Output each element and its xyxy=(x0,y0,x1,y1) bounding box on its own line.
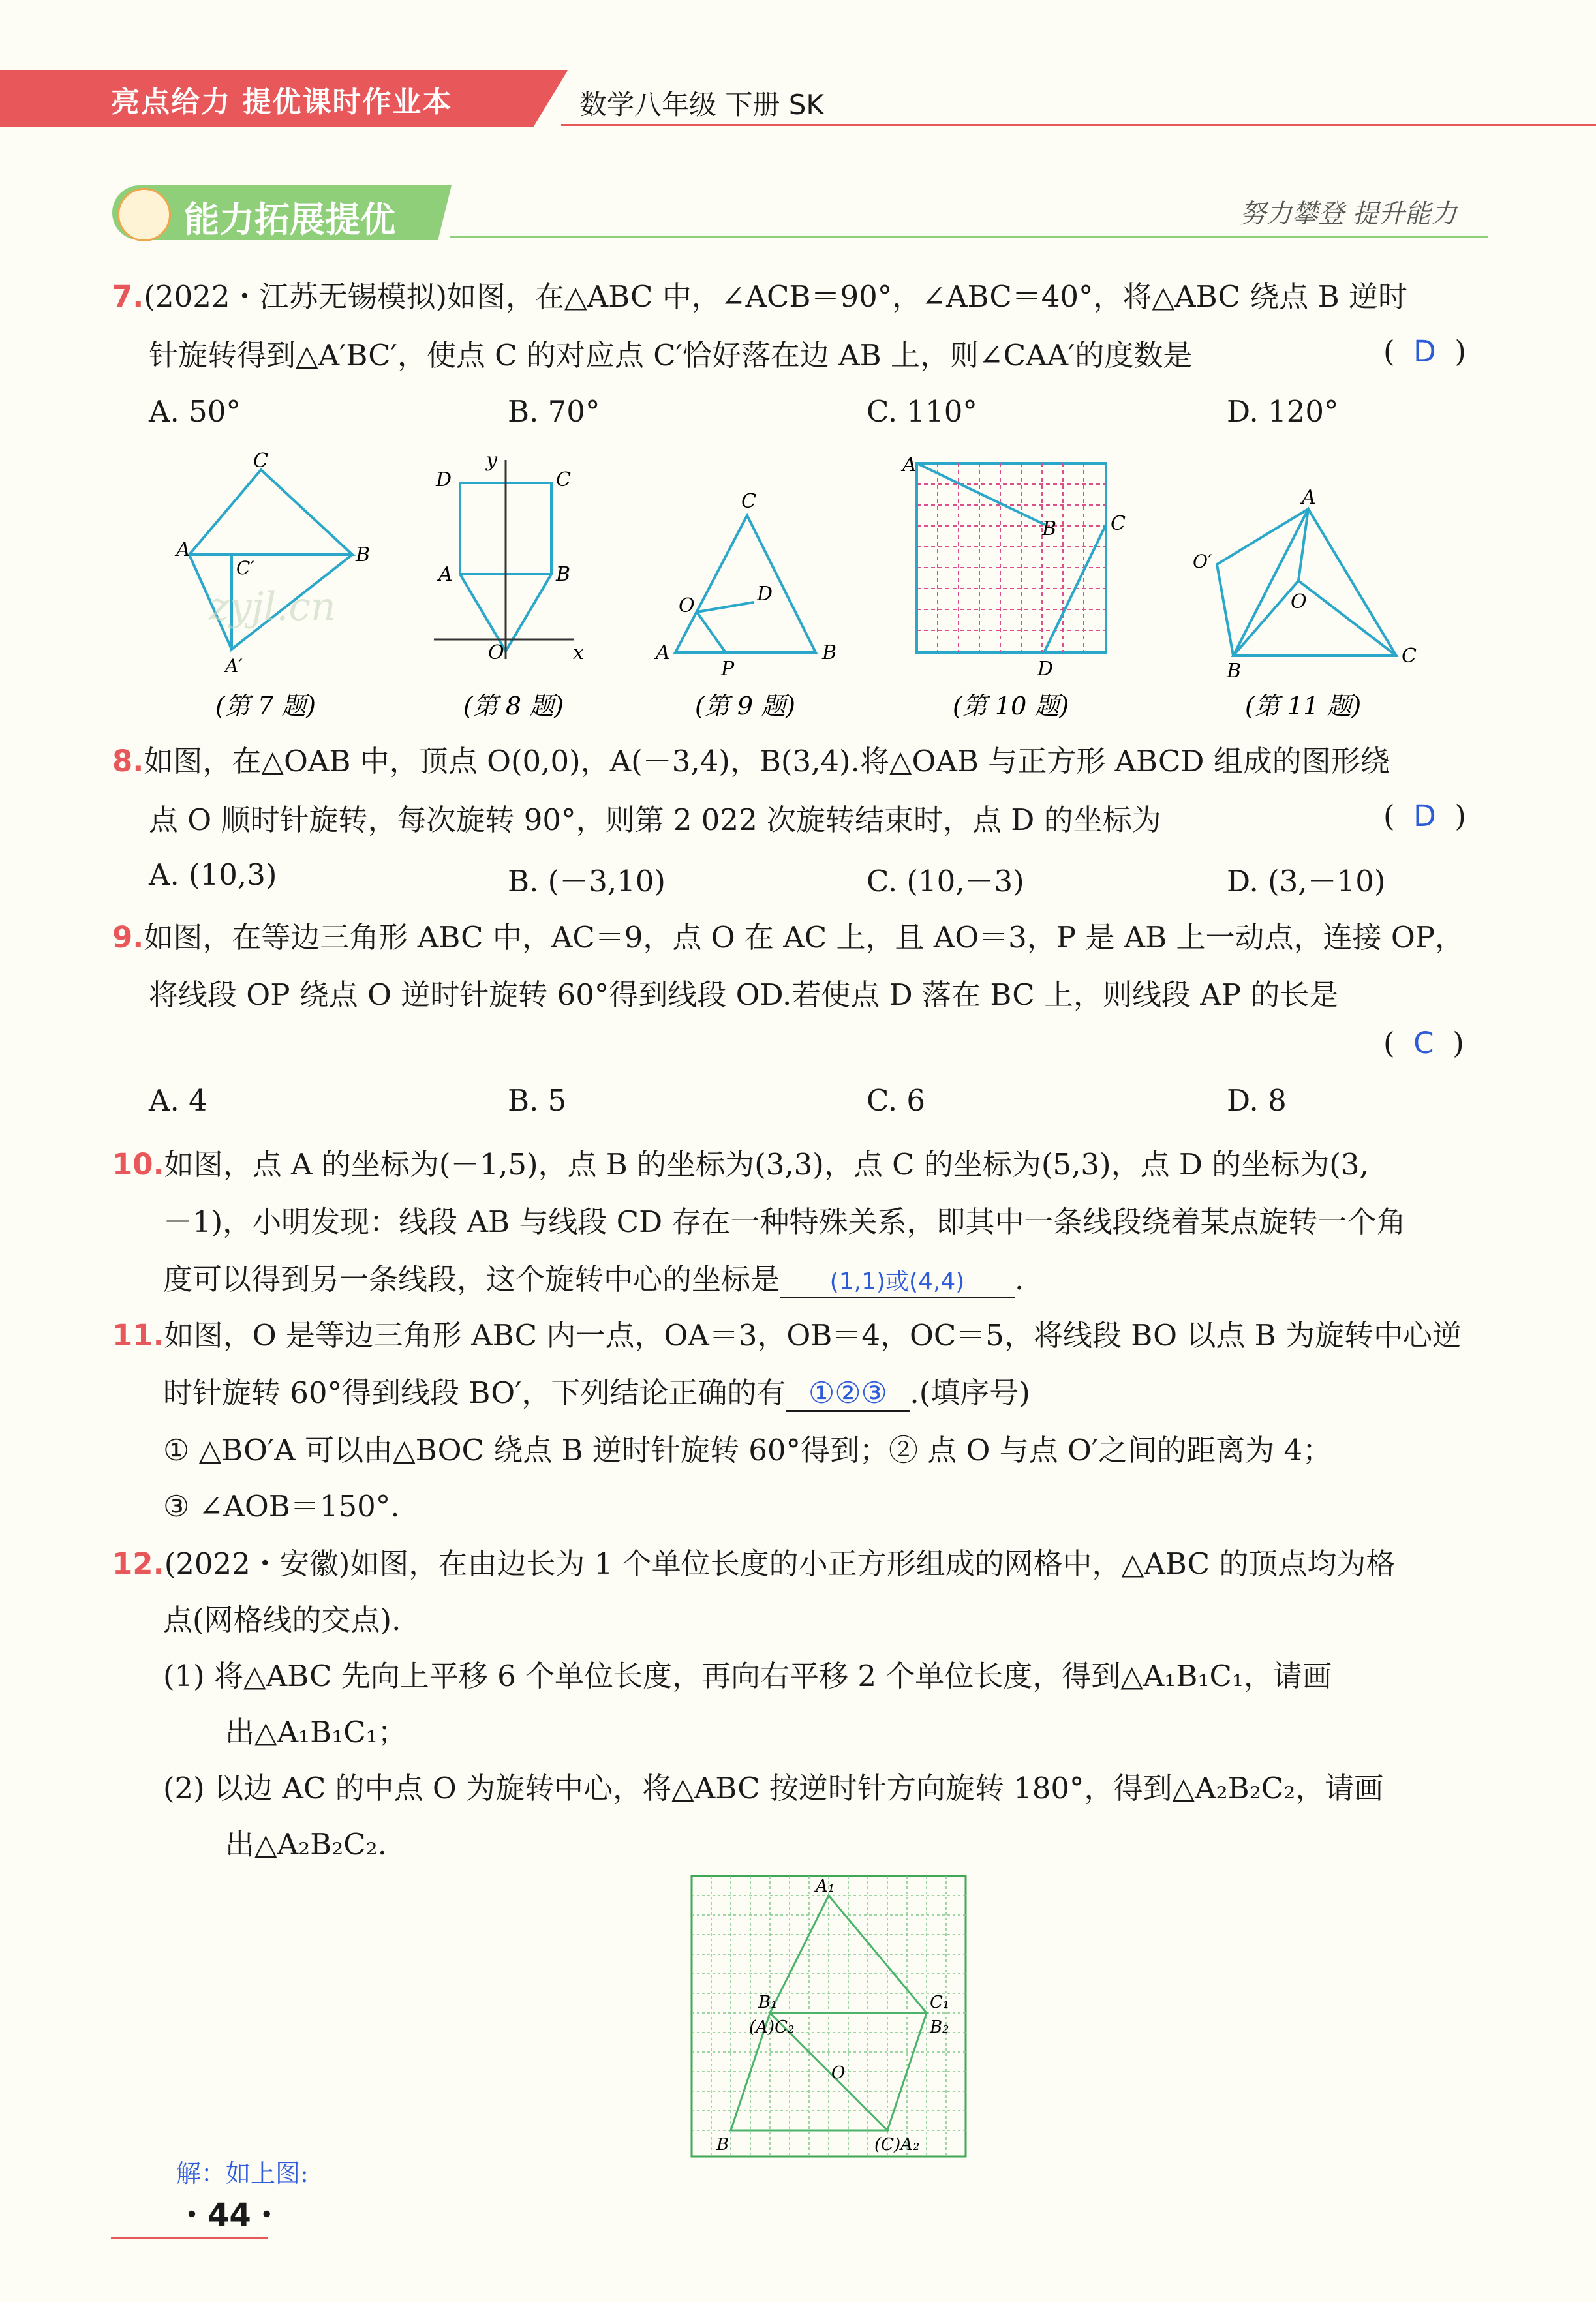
fig11-line-oc xyxy=(1298,581,1396,656)
fig11-rotated-segment xyxy=(1217,509,1308,656)
q7-option-d: D. 120° xyxy=(1227,394,1339,429)
figure-10 xyxy=(917,463,1106,652)
q9-option-a: A. 4 xyxy=(149,1083,207,1118)
q12-number: 12. xyxy=(112,1546,164,1581)
fig11-label-a: A xyxy=(1302,486,1316,509)
q10-line2: －1)，小明发现：线段 AB 与线段 CD 存在一种特殊关系，即其中一条线段绕着某点旋转一个角 xyxy=(163,1205,1406,1239)
footer-line xyxy=(111,2237,268,2239)
q8-line2: 点 O 顺时针旋转，每次旋转 90°，则第 2 022 次旋转结束时，点 D 的坐标为 xyxy=(149,803,1161,837)
section-title: 能力拓展提优 xyxy=(184,199,395,240)
fig11-label-o-prime: O′ xyxy=(1193,551,1212,572)
q11-line4: ③ ∠AOB＝150°. xyxy=(163,1489,400,1524)
q7-line1: 7.(2022・江苏无锡模拟)如图，在△ABC 中，∠ACB＝90°，∠ABC＝40°，将△ABC 绕点 B 逆时 xyxy=(112,279,1407,314)
label-a-c2: (A)C₂ xyxy=(749,2018,795,2037)
fig11-triangle-abc xyxy=(1233,509,1396,656)
watermark: zyjl.cn xyxy=(209,584,336,630)
q12-line2: 点(网格线的交点). xyxy=(163,1603,401,1637)
q10-line1: 10.如图，点 A 的坐标为(－1,5)，点 B 的坐标为(3,3)，点 C 的坐标为(5,3)，点 D 的坐标为(3, xyxy=(112,1147,1369,1182)
figure-9 xyxy=(675,515,816,652)
q7-number: 7. xyxy=(112,279,144,314)
q9-number: 9. xyxy=(112,920,144,955)
fig8-label-y: y xyxy=(486,449,497,472)
fig9-line-op xyxy=(697,612,726,652)
fig9-line-od xyxy=(697,602,754,612)
q9-line1: 9.如图，在等边三角形 ABC 中，AC＝9，点 O 在 AC 上，且 AO＝3，P 是 AB 上一动点，连接 OP， xyxy=(112,920,1465,955)
q7-answer: D xyxy=(1413,334,1436,369)
fig8-caption: (第 8 题) xyxy=(463,692,564,720)
q11-number: 11. xyxy=(112,1318,164,1353)
q9-option-c: C. 6 xyxy=(867,1083,926,1118)
q11-line3: ① △BO′A 可以由△BOC 绕点 B 逆时针旋转 60°得到；② 点 O 与点 O′之间的距离为 4； xyxy=(163,1433,1332,1467)
fig9-triangle xyxy=(675,515,816,652)
q7-answer-bracket: ( D ) xyxy=(1383,334,1466,369)
q8-option-a: A. (10,3) xyxy=(149,857,277,892)
q7-line2: 针旋转得到△A′BC′，使点 C 的对应点 C′恰好落在边 AB 上，则∠CAA′的度数是 xyxy=(149,338,1193,373)
fig8-label-d: D xyxy=(436,468,452,491)
q12-part2-line1: (2) 以边 AC 的中点 O 为旋转中心，将△ABC 按逆时针方向旋转 180°，得到△A₂B₂C₂，请画 xyxy=(163,1771,1384,1805)
q9-option-b: B. 5 xyxy=(508,1083,567,1118)
section-divider xyxy=(450,236,1488,238)
fig8-label-b: B xyxy=(556,563,571,586)
fig10-label-c: C xyxy=(1111,512,1126,535)
fig9-label-o: O xyxy=(679,594,695,617)
label-b: B xyxy=(716,2135,729,2155)
label-b1: B₁ xyxy=(758,1993,778,2012)
q12-grid-figure xyxy=(685,1869,972,2163)
q8-option-b: B. (－3,10) xyxy=(508,864,666,898)
fig9-label-p: P xyxy=(721,658,735,681)
label-o: O xyxy=(831,2063,846,2083)
solution-text: 解：如上图: xyxy=(176,2159,309,2188)
q8-number: 8. xyxy=(112,744,144,778)
q12-part1-line2: 出△A₁B₁C₁； xyxy=(225,1715,407,1749)
fig9-label-a: A xyxy=(656,641,670,664)
q10-line3: 度可以得到另一条线段，这个旋转中心的坐标是 (1,1)或(4,4) . xyxy=(163,1255,1024,1298)
fig10-label-d: D xyxy=(1037,658,1054,681)
fig11-caption: (第 11 题) xyxy=(1245,692,1362,720)
fig7-triangle-abc xyxy=(189,470,352,555)
q9-option-d: D. 8 xyxy=(1227,1083,1287,1118)
fig8-label-a: A xyxy=(438,563,453,586)
fig7-caption: (第 7 题) xyxy=(215,692,316,720)
magnifier-icon xyxy=(117,188,171,241)
q8-answer: D xyxy=(1413,799,1436,833)
fig9-caption: (第 9 题) xyxy=(695,692,795,720)
fig7-label-a: A xyxy=(176,538,191,561)
q7-option-b: B. 70° xyxy=(508,394,600,429)
q12-part2-line2: 出△A₂B₂C₂. xyxy=(225,1827,388,1862)
fig9-label-b: B xyxy=(822,641,837,664)
fig11-label-o: O xyxy=(1291,591,1307,613)
figures-row xyxy=(0,444,1596,731)
fig9-label-d: D xyxy=(757,583,773,606)
fig8-label-x: x xyxy=(573,641,584,664)
header-divider xyxy=(561,124,1596,126)
q12-part1-line1: (1) 将△ABC 先向上平移 6 个单位长度，再向右平移 2 个单位长度，得到△A₁B₁C₁，请画 xyxy=(163,1659,1332,1693)
page-number: ・44・ xyxy=(176,2197,283,2233)
fig10-caption: (第 10 题) xyxy=(953,692,1069,720)
fig11-label-b: B xyxy=(1227,660,1242,683)
q11-answer: ①②③ xyxy=(808,1375,887,1410)
q7-option-a: A. 50° xyxy=(149,394,241,429)
label-a1: A₁ xyxy=(816,1877,835,1896)
fig10-label-a: A xyxy=(902,453,917,476)
fig8-label-o: O xyxy=(488,641,504,664)
header-series-title: 亮点给力 提优课时作业本 xyxy=(111,85,453,119)
q9-answer: C xyxy=(1413,1026,1434,1060)
q8-option-d: D. (3,－10) xyxy=(1227,864,1386,898)
fig7-label-c-prime: C′ xyxy=(236,557,254,579)
fig7-label-b: B xyxy=(356,544,371,566)
section-slogan: 努力攀登 提升能力 xyxy=(1240,199,1457,229)
q8-answer-bracket: ( D ) xyxy=(1383,799,1466,833)
label-b2: B₂ xyxy=(930,2018,949,2037)
q9-line2: 将线段 OP 绕点 O 逆时针旋转 60°得到线段 OD.若使点 D 落在 BC 上，则线段 AP 的长是 xyxy=(149,977,1339,1012)
figure-11 xyxy=(1217,509,1396,656)
fig10-label-b: B xyxy=(1042,517,1057,540)
q12-line1: 12.(2022・安徽)如图，在由边长为 1 个单位长度的小正方形组成的网格中，△ABC 的顶点均为格 xyxy=(112,1546,1396,1581)
fig7-label-a-prime: A′ xyxy=(225,655,243,677)
label-c1: C₁ xyxy=(930,1993,950,2012)
fig8-label-c: C xyxy=(556,468,571,491)
q11-line1: 11.如图，O 是等边三角形 ABC 内一点，OA＝3，OB＝4，OC＝5，将线段 BO 以点 B 为旋转中心逆 xyxy=(112,1318,1462,1353)
q7-option-c: C. 110° xyxy=(867,394,977,429)
fig9-label-c: C xyxy=(741,490,756,513)
fig7-label-c: C xyxy=(253,450,268,472)
fig11-label-c: C xyxy=(1402,645,1417,668)
q10-number: 10. xyxy=(112,1147,164,1182)
fig10-segment-ab xyxy=(917,463,1045,525)
header-book-title: 数学八年级 下册 SK xyxy=(579,89,824,121)
q11-line2: 时针旋转 60°得到线段 BO′，下列结论正确的有 ①②③ .(填序号) xyxy=(163,1369,1030,1412)
q8-line1: 8.如图，在△OAB 中，顶点 O(0,0)，A(－3,4)，B(3,4).将△OAB 与正方形 ABCD 组成的图形绕 xyxy=(112,744,1390,778)
q10-answer: (1,1)或(4,4) xyxy=(829,1268,965,1295)
q9-answer-bracket: ( C ) xyxy=(1383,1026,1464,1060)
q8-option-c: C. (10,－3) xyxy=(867,864,1024,898)
label-c-a2: (C)A₂ xyxy=(874,2135,920,2155)
